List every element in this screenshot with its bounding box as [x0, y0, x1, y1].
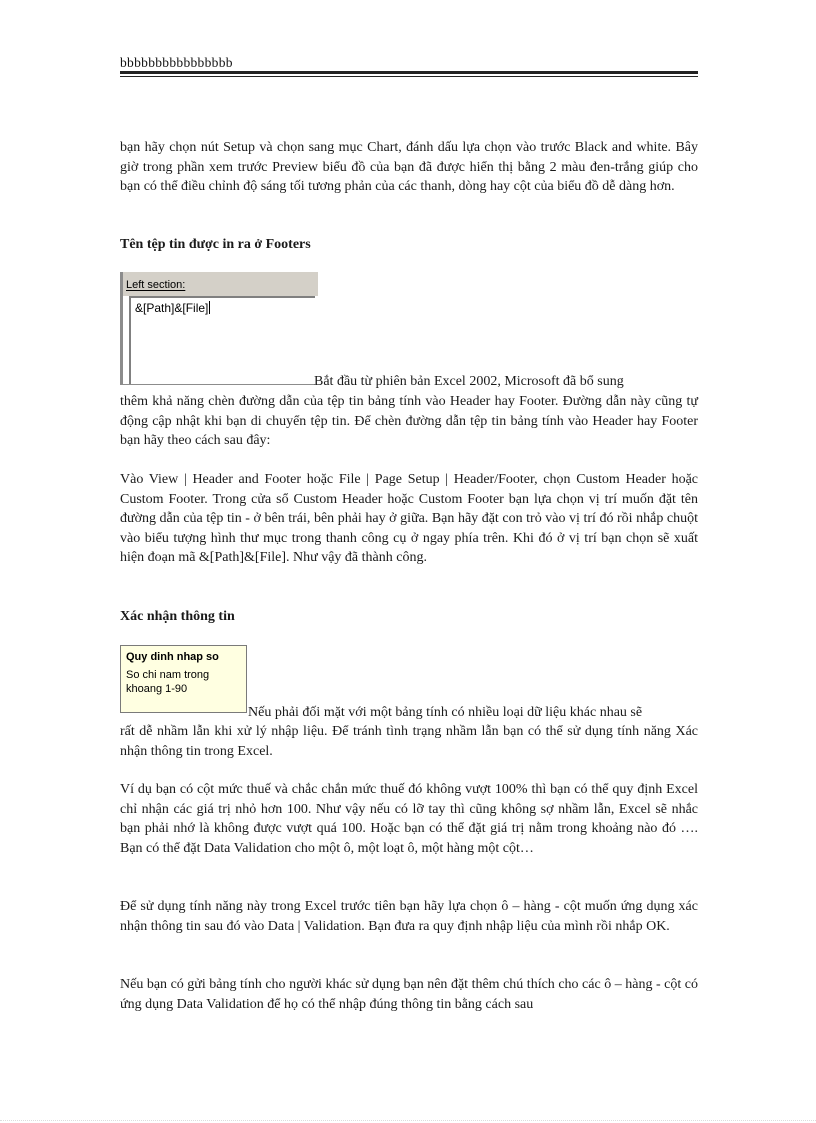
- left-section-figure: [120, 272, 315, 385]
- paragraph-validation: rất dễ nhầm lẫn khi xử lý nhập liệu. Để tránh tình trạng nhầm lẫn bạn có thể sử dụng tính năng Xác nhận thông tin trong Excel.: [120, 724, 698, 759]
- header-rule-thin: [120, 76, 698, 77]
- paragraph-chart-setup: bạn hãy chọn nút Setup và chọn sang mục Chart, đánh dấu lựa chọn vào trước Black and white. Bây giờ trong phần xem trước Preview biểu đồ của bạn đã được hiển thị bằng 2 màu đen-trắng giúp cho bạn có thể điều chỉnh độ sáng tối tương phản của các thanh, dòng hay cột của biểu đồ dễ dàng hơn.: [120, 140, 698, 195]
- left-section-label: Left section:: [123, 272, 318, 296]
- tooltip-body: So chi nam trong khoang 1-90: [126, 669, 210, 695]
- header-text: bbbbbbbbbbbbbbbb: [120, 55, 233, 70]
- paragraph-comments: Nếu bạn có gửi bảng tính cho người khác sử dụng bạn nên đặt thêm chú thích cho các ô – hàng - cột có ứng dụng Data Validation để họ có thể nhập đúng thông tin bằng cách sau: [120, 977, 698, 1012]
- paragraph-validation-first-line: Nếu phải đối mặt với một bảng tính có nhiều loại dữ liệu khác nhau sẽ: [248, 705, 643, 720]
- paragraph-excel-2002: thêm khả năng chèn đường dẫn của tệp tin bảng tính vào Header hay Footer. Đường dẫn này cũng tự động cập nhật khi bạn di chuyển tệp tin. Để chèn đường dẫn tệp tin bảng tính vào Header hay Footer bạn hãy theo cách sau đây:: [120, 394, 698, 449]
- left-section-textbox: [129, 296, 315, 384]
- paragraph-data-validation-steps: Để sử dụng tính năng này trong Excel trước tiên bạn hãy lựa chọn ô – hàng - cột muốn ứng dụng xác nhận thông tin sau đó vào Data | Validation. Bạn đưa ra quy định nhập liệu của mình rồi nhắp OK.: [120, 899, 698, 934]
- paragraph-excel-2002-first-line: Bắt đầu từ phiên bản Excel 2002, Microsoft đã bổ sung: [314, 374, 624, 389]
- heading-footers: Tên tệp tin được in ra ở Footers: [120, 237, 311, 252]
- tooltip-title: Quy dinh nhap so: [126, 651, 219, 663]
- paragraph-tax-example: Ví dụ bạn có cột mức thuế và chắc chắn mức thuế đó không vượt 100% thì bạn có thể quy định Excel chỉ nhận các giá trị nhỏ hơn 100. Như vậy nếu có lỡ tay thì cũng không sợ nhầm lẫn, Excel sẽ nhắc bạn phải nhớ là không được vượt quá 100. Hoặc bạn có thể đặt giá trị nằm trong khoảng nào đó …. Bạn có thể đặt Data Validation cho một ô, một loạt ô, một hàng một cột…: [120, 782, 698, 856]
- text-caret: [209, 301, 210, 314]
- heading-validation: Xác nhận thông tin: [120, 609, 235, 624]
- paragraph-custom-header: Vào View | Header and Footer hoặc File | Page Setup | Header/Footer, chọn Custom Header hoặc Custom Footer. Trong cửa sổ Custom Header hoặc Custom Footer bạn lựa chọn vị trí muốn đặt tên đường dẫn của tệp tin - ở bên trái, bên phải hay ở giữa. Bạn hãy đặt con trỏ vào vị trí đó rồi nhắp chuột vào biểu tượng hình thư mục trong thanh công cụ ở ngay phía trên. Khi đó ở vị trí bạn chọn sẽ xuất hiện đoạn mã &[Path]&[File]. Như vậy đã thành công.: [120, 472, 698, 566]
- left-section-code: &[Path]&[File]: [135, 301, 209, 315]
- header-rule-thick: [120, 71, 698, 74]
- validation-tooltip-figure: [120, 645, 247, 713]
- page-bottom-edge: [0, 1120, 816, 1122]
